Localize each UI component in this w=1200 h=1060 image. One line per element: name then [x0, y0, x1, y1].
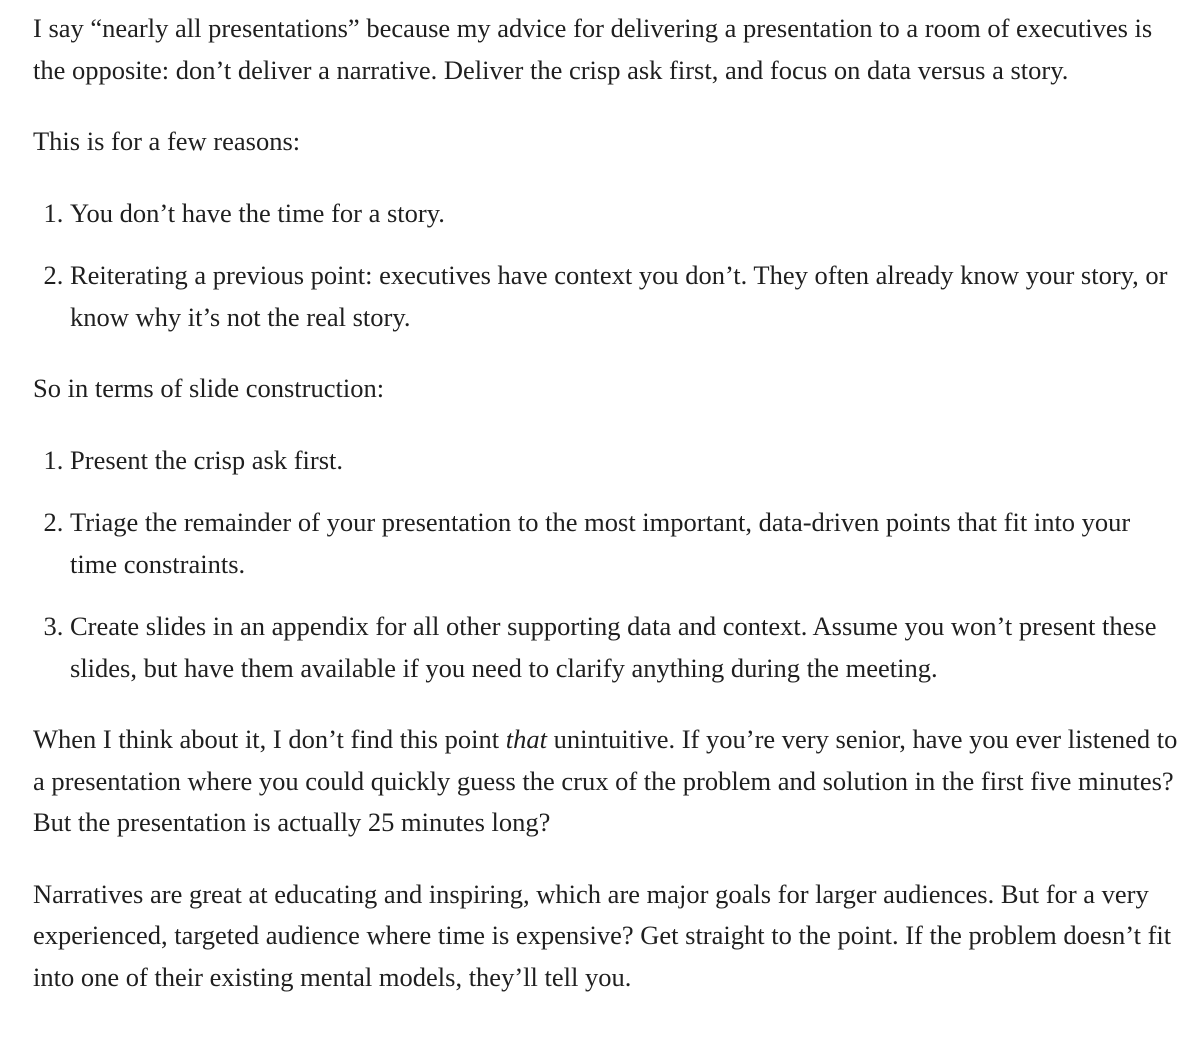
construction-list	[33, 440, 1183, 690]
list-item: 2. Reiterating a previous point: executives have context you don’t. They often already know your story, or know why it’s not the real story.	[70, 255, 1183, 338]
paragraph-reasons-lead: This is for a few reasons:	[33, 126, 301, 156]
paragraph-narratives: Narratives are great at educating and inspiring, which are major goals for larger audiences. But for a very experienced, targeted audience where time is expensive? Get straight to the point. If the problem doesn’t fit into one of their existing mental models, they’ll tell you.	[33, 878, 1172, 992]
list-item: 1. Present the crisp ask first.	[70, 440, 1183, 482]
list-item: 2. Triage the remainder of your presentation to the most important, data-driven points that fit into your time constraints.	[70, 502, 1183, 585]
emphasis-text: that	[505, 724, 548, 754]
paragraph-intuition	[33, 719, 1183, 844]
paragraph-intro: I say “nearly all presentations” because my advice for delivering a presentation to a room of executives is the opposite: don’t deliver a narrative. Deliver the crisp ask first, and focus on data versus a story.	[33, 13, 1153, 85]
paragraph-intuition-part-2: unintuitive. If you’re very senior, have you ever listened to a presentation where you could quickly guess the crux of the problem and solution in the first five minutes? But the presentation is actually 25 minutes long?	[33, 724, 1178, 837]
paragraph-construction-lead: So in terms of slide construction:	[33, 373, 385, 403]
paragraph-intuition-part-1: When I think about it, I don’t find this point	[33, 724, 506, 754]
list-item: 1. You don’t have the time for a story.	[70, 193, 1183, 235]
article-body	[33, 8, 1183, 1028]
list-item: 3. Create slides in an appendix for all other supporting data and context. Assume you won’t present these slides, but have them available if you need to clarify anything during the meeting.	[70, 606, 1183, 689]
reasons-list	[33, 193, 1183, 339]
